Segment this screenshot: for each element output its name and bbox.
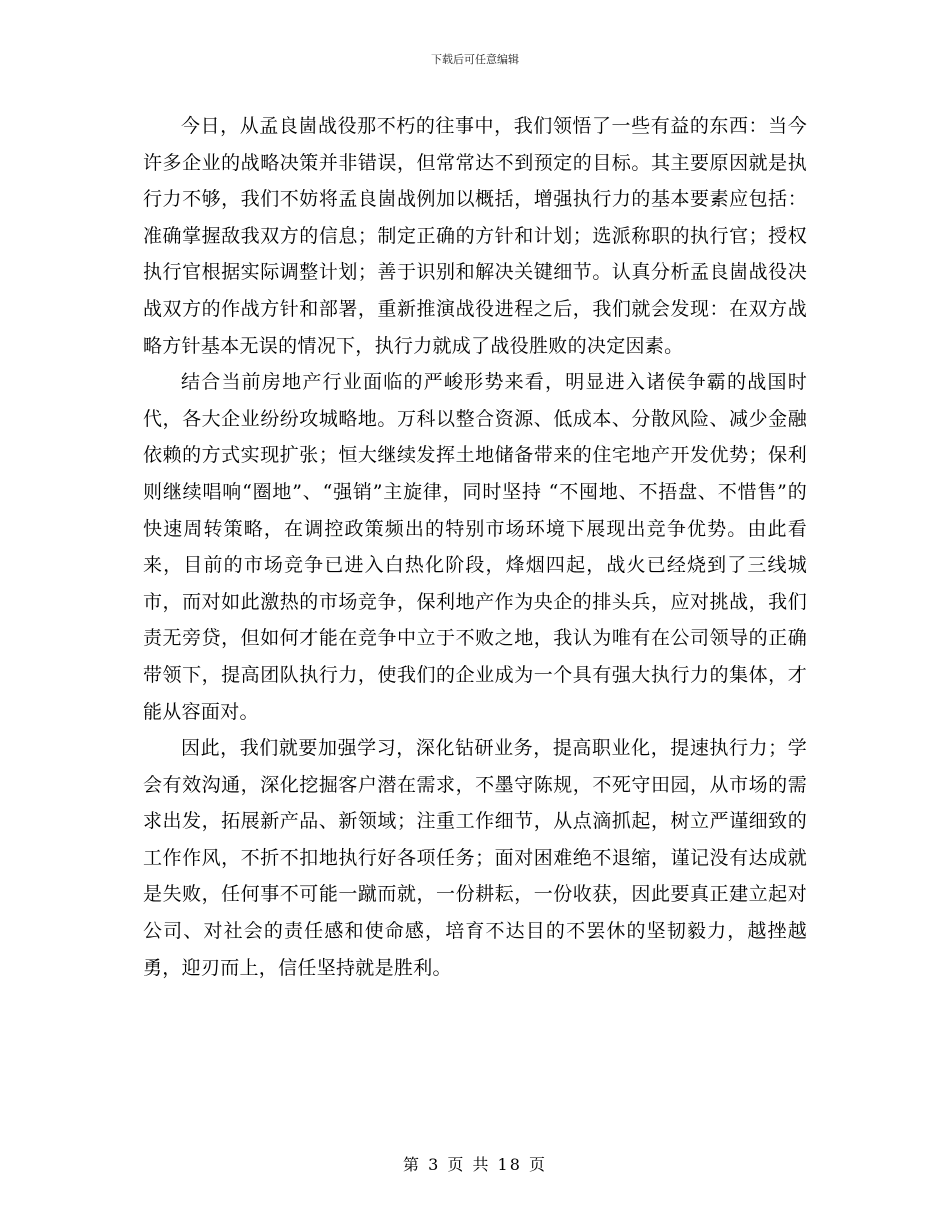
page-number-footer: 第 3 页 共 18 页	[403, 1155, 547, 1174]
document-body	[143, 108, 807, 986]
paragraph-3: 因此，我们就要加强学习，深化钻研业务，提高职业化，提速执行力；学会有效沟通，深化挖掘客户潜在需求，不墨守陈规，不死守田园，从市场的需求出发，拓展新产品、新领域；注重工作细节，从点滴抓起，树立严谨细致的工作作风，不折不扣地执行好各项任务；面对困难绝不退缩，谨记没有达成就是失败，任何事不可能一蹴而就，一份耕耘，一份收获，因此要真正建立起对公司、对社会的责任感和使命感，培育不达目的不罢休的坚韧毅力，越挫越勇，迎刃而上，信任坚持就是胜利。	[143, 737, 807, 979]
paragraph-1: 今日，从孟良崮战役那不朽的往事中，我们领悟了一些有益的东西：当今许多企业的战略决策并非错误，但常常达不到预定的目标。其主要原因就是执行力不够，我们不妨将孟良崮战例加以概括，增强执行力的基本要素应包括：准确掌握敌我双方的信息；制定正确的方针和计划；选派称职的执行官；授权执行官根据实际调整计划；善于识别和解决关键细节。认真分析孟良崮战役决战双方的作战方针和部署，重新推演战役进程之后，我们就会发现：在双方战略方针基本无误的情况下，执行力就成了战役胜败的决定因素。	[143, 115, 807, 357]
page-header: 下载后可任意编辑	[431, 53, 519, 66]
paragraph-2: 结合当前房地产行业面临的严峻形势来看，明显进入诸侯争霸的战国时代，各大企业纷纷攻城略地。万科以整合资源、低成本、分散风险、减少金融依赖的方式实现扩张；恒大继续发挥土地储备带来的住宅地产开发优势；保利则继续唱响“圈地”、“强销”主旋律，同时坚持 “不囤地、不捂盘、不惜售”的快速周转策略，在调控政策频出的特别市场环境下展现出竞争优势。由此看来，目前的市场竞争已进入白热化阶段，烽烟四起，战火已经烧到了三线城市，而对如此激热的市场竞争，保利地产作为央企的排头兵，应对挑战，我们责无旁贷，但如何才能在竞争中立于不败之地，我认为唯有在公司领导的正确带领下，提高团队执行力，使我们的企业成为一个具有强大执行力的集体，才能从容面对。	[143, 371, 807, 723]
